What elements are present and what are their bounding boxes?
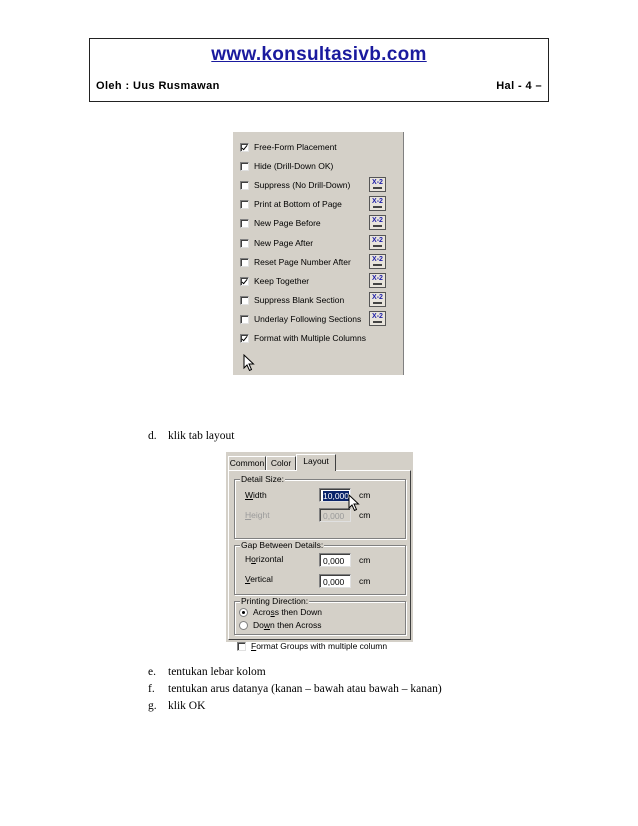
formula-button[interactable]: X-2 [369,177,386,192]
option-checkbox[interactable] [240,296,249,305]
step-d-text: klik tab layout [168,430,235,442]
width-input[interactable]: 10,000 [319,488,351,502]
option-label: Reset Page Number After [254,256,351,267]
height-input[interactable]: 0,000 [319,508,351,522]
option-label: Keep Together [254,275,310,286]
vertical-input[interactable]: 0,000 [319,574,351,588]
horizontal-input[interactable]: 0,000 [319,553,351,567]
formula-button[interactable]: X-2 [369,311,386,326]
option-label: Suppress Blank Section [254,294,345,305]
height-unit: cm [359,510,371,520]
option-checkbox[interactable] [240,239,249,248]
step-letter: f. [148,683,155,695]
option-label: Suppress (No Drill-Down) [254,180,351,191]
option-label: Format with Multiple Columns [254,333,366,343]
mouse-pointer-icon [348,494,360,512]
option-checkbox[interactable] [240,143,249,152]
option-label: Hide (Drill-Down OK) [254,161,334,172]
header-url-link[interactable]: www.konsultasivb.com [211,44,427,65]
formula-button[interactable]: X-2 [369,254,386,269]
page-header [89,38,549,102]
gap-title: Gap Between Details: [241,540,324,550]
layout-tab-body [228,470,411,651]
tab-color[interactable]: Color [266,456,296,470]
option-label: New Page Before [254,218,321,229]
printing-direction-title: Printing Direction: [241,596,309,606]
step-item [148,683,442,695]
option-checkbox[interactable] [240,258,249,267]
across-then-down-radio[interactable] [239,608,248,617]
option-checkbox[interactable] [240,181,249,190]
horizontal-unit: cm [359,555,371,565]
formula-button[interactable]: X-2 [369,215,386,230]
option-label: New Page After [254,237,314,248]
gap-between-details-group [234,540,406,595]
vertical-label: Vertical [245,574,273,584]
horizontal-label: Horizontal [245,554,284,564]
step-text: tentukan lebar kolom [168,666,266,678]
width-label: Width [245,490,267,500]
header-page-number: Hal - 4 – [496,80,542,92]
formula-button[interactable]: X-2 [369,196,386,211]
tab-common[interactable]: Common [229,458,265,468]
formula-button[interactable]: X-2 [369,235,386,250]
tab-layout[interactable]: Layout [296,454,336,471]
down-then-across-radio[interactable] [239,621,248,630]
option-checkbox[interactable] [240,334,249,343]
step-d [148,430,234,442]
step-item [148,700,205,712]
option-checkbox[interactable] [240,162,249,171]
option-checkbox[interactable] [240,277,249,286]
detail-size-group [234,474,406,539]
format-groups-checkbox[interactable] [237,642,246,651]
step-letter: g. [148,700,157,712]
header-author: Oleh : Uus Rusmawan [96,80,220,92]
step-text: klik OK [168,700,206,712]
step-letter: e. [148,666,156,678]
option-label: Print at Bottom of Page [254,199,342,210]
step-text: tentukan arus datanya (kanan – bawah atau bawah – kanan) [168,683,442,695]
option-checkbox[interactable] [240,200,249,209]
vertical-unit: cm [359,576,371,586]
section-options-panel [232,132,404,375]
mouse-pointer-icon [243,354,255,372]
printing-direction-group [234,596,406,635]
format-groups-label: Format Groups with multiple column [251,641,388,651]
down-then-across-label: Down then Across [253,620,322,630]
formula-button[interactable]: X-2 [369,273,386,288]
across-then-down-label: Across then Down [253,607,322,617]
option-label: Free-Form Placement [254,142,337,152]
width-unit: cm [359,490,371,500]
detail-size-title: Detail Size: [241,474,284,484]
height-label: Height [245,510,270,520]
layout-dialog [226,452,413,651]
formula-button[interactable]: X-2 [369,292,386,307]
option-label: Underlay Following Sections [254,313,362,324]
option-checkbox[interactable] [240,219,249,228]
option-checkbox[interactable] [240,315,249,324]
step-d-letter: d. [148,430,157,442]
step-item [148,666,266,678]
